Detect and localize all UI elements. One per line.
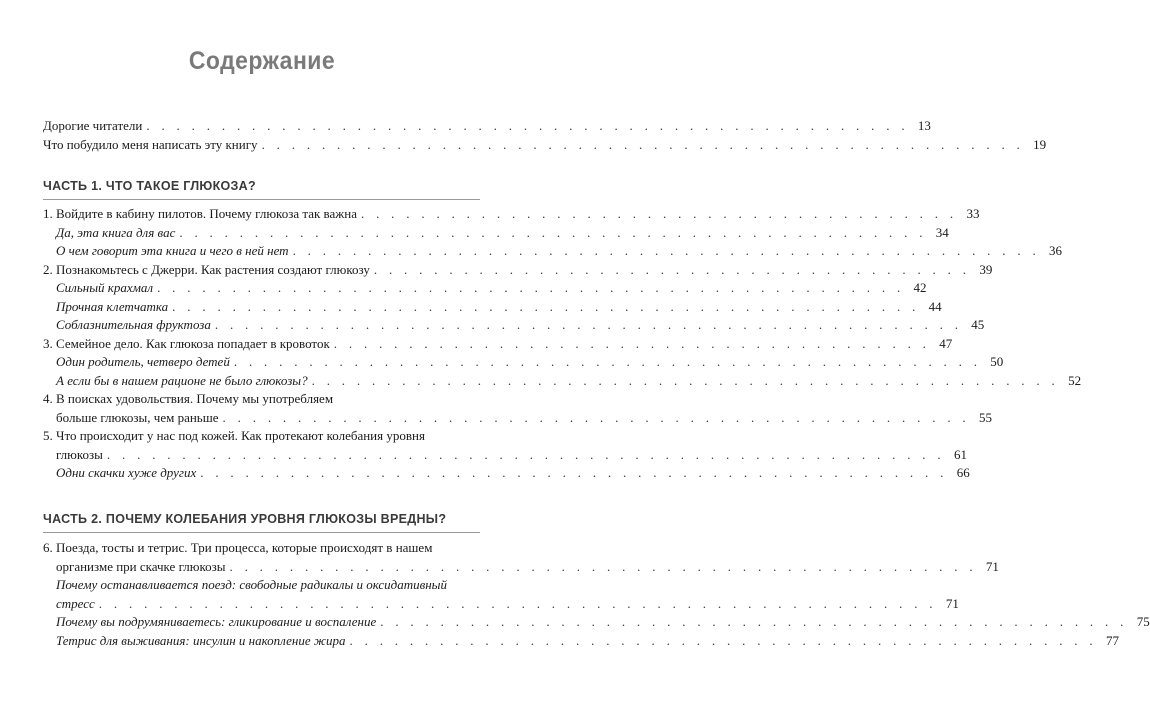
leader-dots: . . . . . . . . . . . . . . . . . . . . . . . . . . . . . . . . . . . . . . . . . . . . . . . . . . .	[146, 118, 909, 133]
toc-subentry[interactable]	[43, 464, 970, 483]
toc-entry[interactable]	[43, 539, 999, 576]
toc-subentry[interactable]	[43, 372, 1082, 391]
leader-dots: . . . . . . . . . . . . . . . . . . . . . . . . . . . . . . . . . . . . . . . . . . . . . . . . . .	[157, 280, 905, 295]
toc-part1	[43, 205, 1082, 483]
page-number: 44	[928, 298, 942, 314]
leader-dots: . . . . . . . . . . . . . . . . . . . . . . . . . . . . . . . . . . . . . . . . . . . . . . . . . .	[214, 317, 963, 332]
page-number: 47	[939, 335, 953, 351]
entry-label: стресс	[56, 595, 95, 611]
page-number: 19	[1033, 136, 1047, 152]
toc-entry[interactable]	[43, 261, 993, 280]
toc-subentry[interactable]	[43, 316, 985, 335]
entry-label: Что побудило меня написать эту книгу	[43, 136, 258, 152]
section-divider	[43, 532, 480, 533]
entry-label: А если бы в нашем рационе не было глюкозы?	[56, 372, 308, 388]
page-number: 52	[1068, 372, 1082, 388]
section-title-part2: ЧАСТЬ 2. ПОЧЕМУ КОЛЕБАНИЯ УРОВНЯ ГЛЮКОЗЫ ВРЕДНЫ?	[43, 512, 447, 526]
entry-label: 1. Войдите в кабину пилотов. Почему глюкоза так важна	[43, 206, 357, 221]
entry-label: организме при скачке глюкозы	[56, 558, 226, 574]
leader-dots: . . . . . . . . . . . . . . . . . . . . . . . . . . . . . . . . . . . . . . . . . . . . . . . . . . .	[261, 136, 1025, 152]
entry-label: Прочная клетчатка	[56, 298, 169, 314]
entry-label: глюкозы	[56, 446, 103, 462]
toc-entry[interactable]	[43, 117, 931, 136]
entry-label: больше глюкозы, чем раньше	[56, 409, 219, 425]
toc-part2	[43, 539, 1150, 650]
page-number: 33	[966, 206, 980, 221]
page-number: 77	[1105, 632, 1119, 648]
page-number: 42	[913, 280, 927, 295]
toc-subentry[interactable]	[43, 279, 927, 298]
page-number: 61	[953, 446, 967, 462]
leader-dots: . . . . . . . . . . . . . . . . . . . . . . . . . . . . . . . . . . . . . . . . . . . . . . . . . .	[172, 298, 920, 314]
page-number: 55	[978, 409, 992, 425]
section-divider	[43, 199, 480, 200]
entry-label: Тетрис для выживания: инсулин и накопление жира	[56, 632, 346, 648]
toc-subentry[interactable]	[43, 242, 1063, 261]
page-number: 66	[956, 465, 970, 480]
entry-label-line1: 4. В поисках удовольствия. Почему мы употребляем	[43, 391, 334, 406]
page-number: 71	[945, 595, 959, 611]
leader-dots: . . . . . . . . . . . . . . . . . . . . . . . . . . . . . . . . . . . . . . . . . . . . . . . . . .	[349, 632, 1097, 648]
leader-dots: . . . . . . . . . . . . . . . . . . . . . . . . . . . . . . . . . . . . . . . . . . . . . . . . . .	[380, 614, 1128, 629]
leader-dots: . . . . . . . . . . . . . . . . . . . . . . . . . . . . . . . . . . . . . . . . . . . . . . . . . .	[311, 372, 1060, 388]
toc-intro	[43, 117, 1047, 154]
leader-dots: . . . . . . . . . . . . . . . . . . . . . . . . . . . . . . . . . . . . . . . .	[360, 206, 958, 221]
toc-subentry[interactable]	[43, 298, 942, 317]
entry-label: О чем говорит эта книга и чего в ней нет	[56, 243, 289, 258]
page-number: 45	[971, 317, 985, 332]
entry-label-line1: Почему останавливается поезд: свободные радикалы и оксидативный	[56, 577, 447, 592]
toc-subentry[interactable]	[43, 224, 949, 243]
entry-label-line1: 6. Поезда, тосты и тетрис. Три процесса, которые происходят в нашем	[43, 540, 433, 555]
leader-dots: . . . . . . . . . . . . . . . . . . . . . . . . . . . . . . . . . . . . . . . .	[333, 335, 931, 351]
toc-entry[interactable]	[43, 205, 980, 224]
toc-subentry[interactable]	[43, 613, 1150, 632]
page-number: 36	[1049, 243, 1063, 258]
toc-entry[interactable]	[43, 427, 967, 464]
entry-label: Почему вы подрумяниваетесь: гликирование и воспаление	[56, 614, 377, 629]
entry-label: 2. Познакомьтесь с Джерри. Как растения создают глюкозу	[43, 261, 370, 277]
toc-entry[interactable]	[43, 136, 1047, 155]
toc-subentry[interactable]	[43, 353, 1004, 372]
entry-label-line1: 5. Что происходит у нас под кожей. Как протекают колебания уровня	[43, 428, 425, 443]
page-number: 13	[917, 118, 931, 133]
leader-dots: . . . . . . . . . . . . . . . . . . . . . . . . . . . . . . . . . . . . . . . . . . . . . . . . . .	[179, 224, 927, 240]
page-number: 75	[1136, 614, 1150, 629]
page-title: Содержание	[188, 47, 336, 75]
page-number: 71	[985, 558, 999, 574]
entry-label: Сильный крахмал	[56, 280, 154, 295]
leader-dots: . . . . . . . . . . . . . . . . . . . . . . . . . . . . . . . . . . . . . . . .	[373, 261, 971, 277]
leader-dots: . . . . . . . . . . . . . . . . . . . . . . . . . . . . . . . . . . . . . . . . . . . . . . . . . . . . . . . .	[106, 446, 945, 462]
leader-dots: . . . . . . . . . . . . . . . . . . . . . . . . . . . . . . . . . . . . . . . . . . . . . . . . . . . . . . . .	[98, 595, 937, 611]
entry-label: Соблазнительная фруктоза	[56, 317, 211, 332]
entry-label: Один родитель, четверо детей	[56, 354, 230, 369]
page-number: 39	[979, 261, 993, 277]
leader-dots: . . . . . . . . . . . . . . . . . . . . . . . . . . . . . . . . . . . . . . . . . . . . . . . . . .	[233, 354, 982, 369]
leader-dots: . . . . . . . . . . . . . . . . . . . . . . . . . . . . . . . . . . . . . . . . . . . . . . . . . .	[222, 409, 970, 425]
leader-dots: . . . . . . . . . . . . . . . . . . . . . . . . . . . . . . . . . . . . . . . . . . . . . . . . . .	[229, 558, 977, 574]
entry-label: 3. Семейное дело. Как глюкоза попадает в кровоток	[43, 335, 330, 351]
toc-entry[interactable]	[43, 390, 992, 427]
page-number: 50	[990, 354, 1004, 369]
leader-dots: . . . . . . . . . . . . . . . . . . . . . . . . . . . . . . . . . . . . . . . . . . . . . . . . . .	[292, 243, 1041, 258]
entry-label: Одни скачки хуже других	[56, 465, 197, 480]
toc-entry[interactable]	[43, 335, 953, 354]
leader-dots: . . . . . . . . . . . . . . . . . . . . . . . . . . . . . . . . . . . . . . . . . . . . . . . . . .	[200, 465, 948, 480]
entry-label: Да, эта книга для вас	[56, 224, 176, 240]
page-number: 34	[935, 224, 949, 240]
toc-subentry[interactable]	[43, 632, 1119, 651]
section-title-part1: ЧАСТЬ 1. ЧТО ТАКОЕ ГЛЮКОЗА?	[43, 179, 256, 193]
entry-label: Дорогие читатели	[43, 118, 143, 133]
toc-subentry[interactable]	[43, 576, 959, 613]
